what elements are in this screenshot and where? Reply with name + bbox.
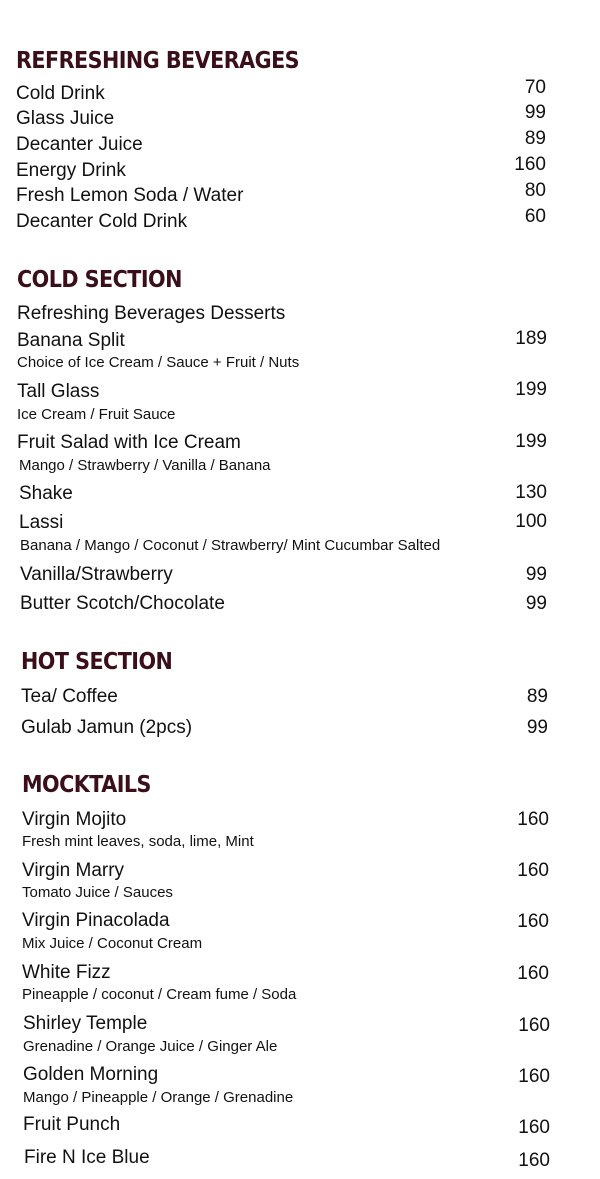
menu-item-name: Gulab Jamun (2pcs): [21, 717, 193, 738]
menu-item-price: 160: [517, 860, 549, 881]
menu-item-description: Pineapple / coconut / Cream fume / Soda: [22, 986, 297, 1003]
menu-item-name: Butter Scotch/Chocolate: [20, 593, 225, 614]
menu-item-price: 199: [515, 379, 547, 400]
menu-item-name: Virgin Mojito: [22, 809, 127, 830]
menu-item-description: Mango / Strawberry / Vanilla / Banana: [19, 457, 271, 474]
menu-item-name: Decanter Juice: [16, 134, 143, 155]
menu-item-name: Decanter Cold Drink: [16, 211, 188, 232]
menu-item-name: Vanilla/Strawberry: [20, 564, 173, 585]
menu-item-description: Tomato Juice / Sauces: [22, 884, 173, 901]
menu-item-name: Energy Drink: [16, 160, 126, 181]
menu-item-description: Mango / Pineapple / Orange / Grenadine: [23, 1089, 294, 1106]
menu-item-price: 160: [517, 809, 549, 830]
menu-item-name: Shirley Temple: [23, 1013, 148, 1034]
section-title-cold-section: COLD SECTION: [17, 267, 182, 293]
menu-item-price: 160: [518, 1150, 550, 1171]
menu-item-price: 99: [525, 593, 547, 614]
menu-item-name: Cold Drink: [16, 83, 105, 104]
menu-item-name: Lassi: [19, 512, 64, 533]
menu-item-price: 89: [524, 128, 546, 149]
menu-item-price: 189: [515, 328, 547, 349]
menu-item-name: Virgin Marry: [22, 860, 125, 881]
menu-item-name: Fire N Ice Blue: [24, 1147, 150, 1168]
menu-item-price: 99: [526, 717, 548, 738]
section-title-hot-section: HOT SECTION: [21, 649, 173, 675]
menu-item-name: Glass Juice: [16, 108, 115, 129]
menu-item-name: White Fizz: [22, 962, 111, 983]
menu-item-price: 160: [517, 963, 549, 984]
menu-item-price: 160: [518, 1117, 550, 1138]
menu-item-price: 99: [525, 564, 547, 585]
menu-item-price: 89: [526, 686, 548, 707]
menu-item-description: Fresh mint leaves, soda, lime, Mint: [22, 833, 254, 850]
menu-item-price: 100: [515, 511, 547, 532]
section-subtitle: Refreshing Beverages Desserts: [17, 303, 286, 324]
menu-item-description: Grenadine / Orange Juice / Ginger Ale: [23, 1038, 278, 1055]
menu-item-name: Fresh Lemon Soda / Water: [16, 185, 244, 206]
menu-item-name: Shake: [19, 483, 73, 504]
menu-item-name: Tall Glass: [17, 381, 100, 402]
menu-item-price: 80: [524, 180, 546, 201]
menu-item-price: 199: [515, 431, 547, 452]
menu-item-name: Golden Morning: [23, 1064, 159, 1085]
menu-item-price: 160: [517, 911, 549, 932]
menu-item-price: 99: [524, 102, 546, 123]
section-title-mocktails: MOCKTAILS: [22, 772, 151, 798]
menu-item-description: Choice of Ice Cream / Sauce + Fruit / Nuts: [17, 354, 300, 371]
menu-item-price: 160: [518, 1066, 550, 1087]
menu-item-price: 70: [524, 77, 546, 98]
section-title-refreshing-beverages: REFRESHING BEVERAGES: [16, 48, 300, 74]
menu-item-description: Banana / Mango / Coconut / Strawberry/ Mint Cucumbar Salted: [20, 537, 441, 554]
menu-item-description: Ice Cream / Fruit Sauce: [17, 406, 176, 423]
menu-item-description: Mix Juice / Coconut Cream: [22, 935, 203, 952]
menu-item-name: Virgin Pinacolada: [22, 910, 170, 931]
menu-item-name: Fruit Punch: [23, 1114, 121, 1135]
menu-item-name: Fruit Salad with Ice Cream: [17, 432, 241, 453]
menu-item-price: 60: [524, 206, 546, 227]
menu-item-name: Tea/ Coffee: [21, 686, 118, 707]
menu-item-name: Banana Split: [17, 330, 125, 351]
menu-item-price: 160: [518, 1015, 550, 1036]
menu-item-price: 130: [515, 482, 547, 503]
menu-item-price: 160: [514, 154, 546, 175]
